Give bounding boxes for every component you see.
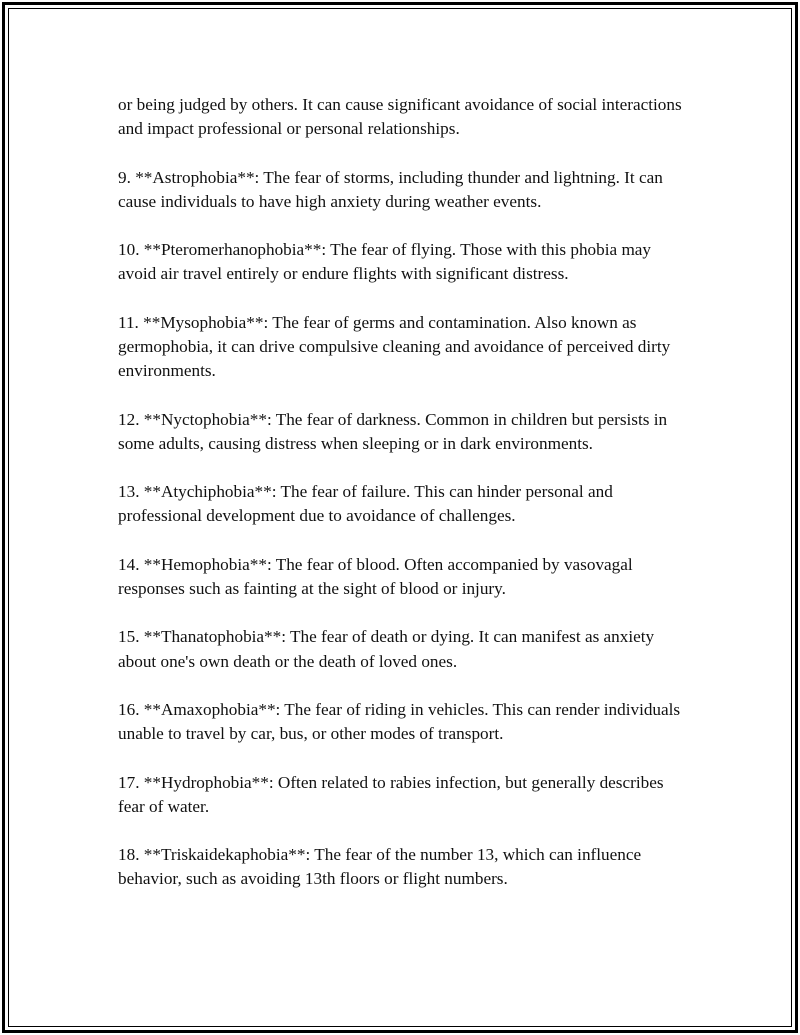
paragraph-nyctophobia: 12. **Nyctophobia**: The fear of darkness. Common in children but persists in some adults, causing distress when sleeping or in dark environments.	[118, 409, 668, 453]
paragraph-triskaidekaphobia: 18. **Triskaidekaphobia**: The fear of the number 13, which can influence behavior, such as avoiding 13th floors or flight numbers.	[118, 845, 642, 889]
paragraph-social-phobia-continued: or being judged by others. It can cause significant avoidance of social interactions and impact professional or personal relationships.	[118, 95, 682, 139]
paragraph-thanatophobia: 15. **Thanatophobia**: The fear of death or dying. It can manifest as anxiety about one's own death or the death of loved ones.	[118, 627, 655, 671]
paragraph-hemophobia: 14. **Hemophobia**: The fear of blood. Often accompanied by vasovagal responses such as fainting at the sight of blood or injury.	[118, 554, 633, 598]
paragraph-amaxophobia: 16. **Amaxophobia**: The fear of riding in vehicles. This can render individuals unable to travel by car, bus, or other modes of transport.	[118, 699, 681, 744]
document-body	[118, 93, 688, 916]
paragraph-mysophobia: 11. **Mysophobia**: The fear of germs and contamination. Also known as germophobia, it can drive compulsive cleaning and avoidance of perceived dirty environments.	[118, 312, 671, 381]
paragraph-hydrophobia: 17. **Hydrophobia**: Often related to rabies infection, but generally describes fear of water.	[118, 772, 664, 816]
paragraph-atychiphobia: 13. **Atychiphobia**: The fear of failure. This can hinder personal and professional development due to avoidance of challenges.	[118, 482, 613, 526]
paragraph-astrophobia: 9. **Astrophobia**: The fear of storms, including thunder and lightning. It can cause individuals to have high anxiety during weather events.	[118, 167, 663, 211]
paragraph-pteromerhanophobia: 10. **Pteromerhanophobia**: The fear of flying. Those with this phobia may avoid air travel entirely or endure flights with significant distress.	[118, 240, 652, 284]
